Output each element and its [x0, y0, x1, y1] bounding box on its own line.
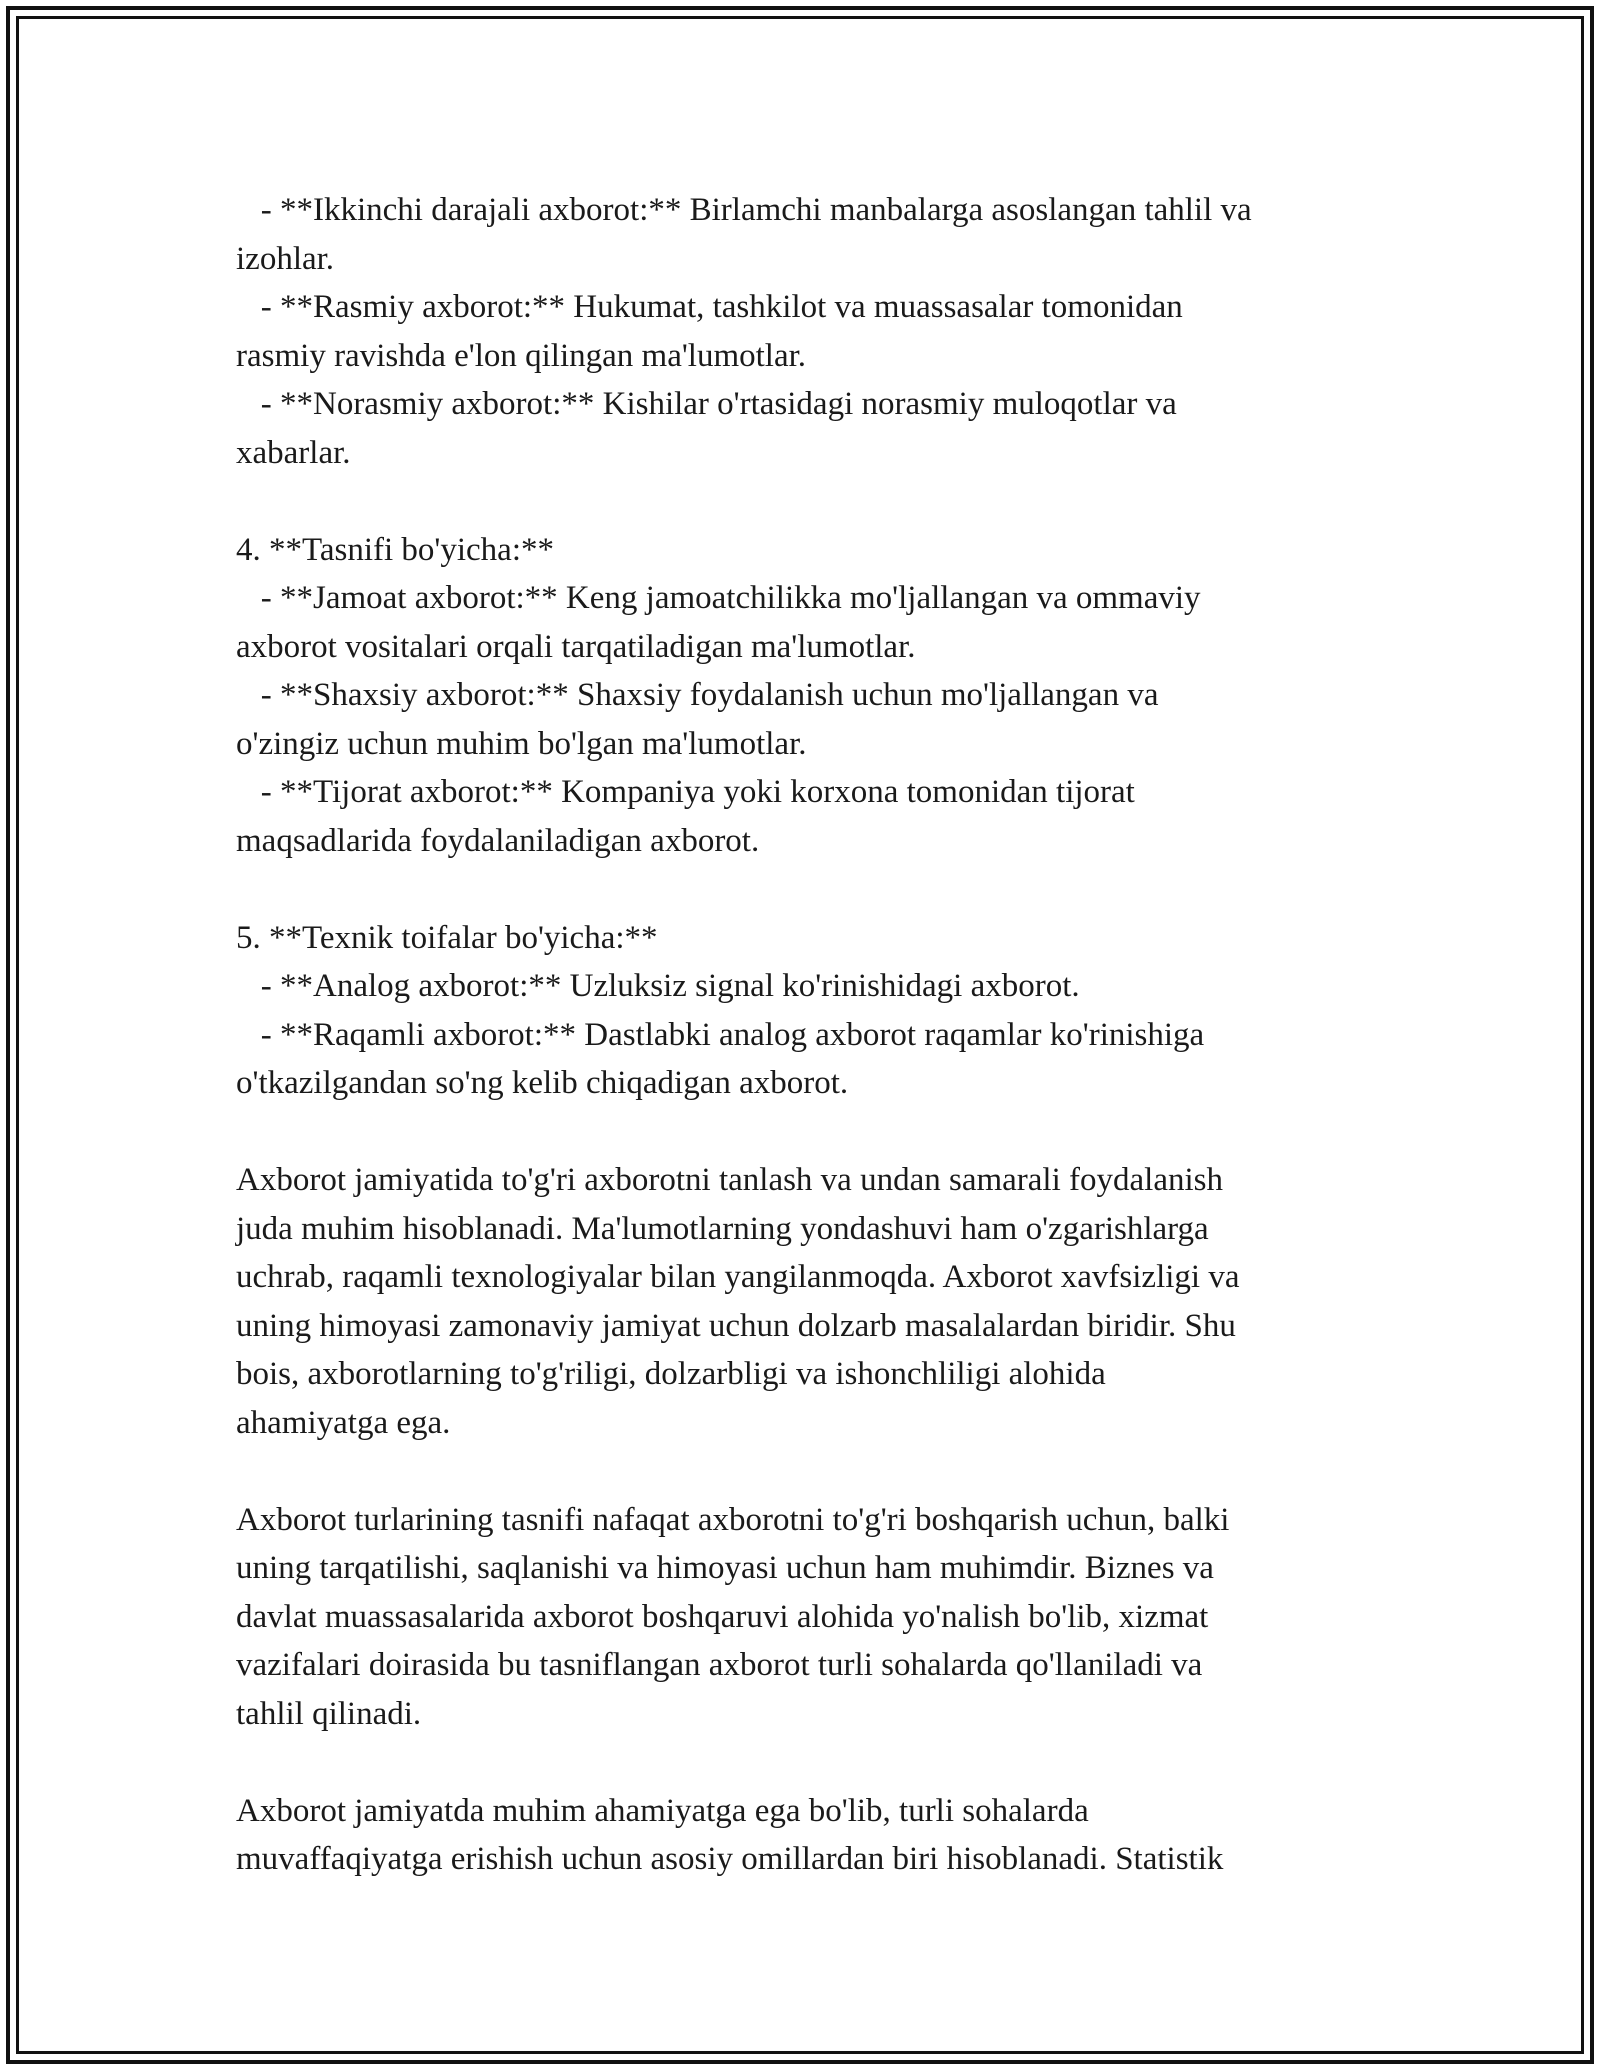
paragraph-line: Axborot turlarining tasnifi nafaqat axborotni to'g'ri boshqarish uchun, balki [236, 1501, 1230, 1538]
paragraph-line: vazifalari doirasida bu tasniflangan axborot turli sohalarda qo'llaniladi va [236, 1647, 1203, 1683]
text-line: xabarlar. [236, 434, 351, 471]
paragraph-line: davlat muassasalarida axborot boshqaruvi alohida yo'nalish bo'lib, xizmat [236, 1598, 1209, 1635]
text-line: maqsadlarida foydalaniladigan axborot. [236, 822, 760, 859]
section-heading: 4. **Tasnifi bo'yicha:** [236, 531, 554, 568]
paragraph-line: uchrab, raqamli texnologiyalar bilan yangilanmoqda. Axborot xavfsizligi va [236, 1259, 1240, 1295]
paragraph-line: ahamiyatga ega. [236, 1404, 451, 1441]
paragraph-line: bois, axborotlarning to'g'riligi, dolzarbligi va ishonchliligi alohida [236, 1356, 1106, 1392]
text-line: - **Tijorat axborot:** Kompaniya yoki korxona tomonidan tijorat [236, 774, 1135, 810]
text-line: - **Rasmiy axborot:** Hukumat, tashkilot va muassasalar tomonidan [236, 289, 1183, 325]
text-line: izohlar. [236, 240, 335, 277]
blank-line [236, 1447, 1366, 1496]
paragraph-line: Axborot jamiyatda muhim ahamiyatga ega bo'lib, turli sohalarda [236, 1792, 1089, 1829]
text-line: rasmiy ravishda e'lon qilingan ma'lumotlar. [236, 337, 807, 374]
text-line: - **Raqamli axborot:** Dastlabki analog axborot raqamlar ko'rinishiga [236, 1016, 1205, 1053]
paragraph-line: juda muhim hisoblanadi. Ma'lumotlarning yondashuvi ham o'zgarishlarga [236, 1210, 1209, 1247]
paragraph-line: uning tarqatilishi, saqlanishi va himoyasi uchun ham muhimdir. Biznes va [236, 1550, 1214, 1586]
text-line: - **Ikkinchi darajali axborot:** Birlamchi manbalarga asoslangan tahlil va [236, 192, 1252, 228]
paragraph-line: Axborot jamiyatida to'g'ri axborotni tanlash va undan samarali foydalanish [236, 1162, 1223, 1198]
text-line: - **Jamoat axborot:** Keng jamoatchilikka mo'ljallangan va ommaviy [236, 580, 1201, 616]
paragraph-line: tahlil qilinadi. [236, 1695, 422, 1732]
paragraph-line: muvaffaqiyatga erishish uchun asosiy omillardan biri hisoblanadi. Statistik [236, 1841, 1224, 1877]
text-line: - **Norasmiy axborot:** Kishilar o'rtasidagi norasmiy muloqotlar va [236, 386, 1177, 422]
blank-line [236, 865, 1366, 914]
text-line: o'tkazilgandan so'ng kelib chiqadigan axborot. [236, 1065, 849, 1101]
text-line: axborot vositalari orqali tarqatiladigan ma'lumotlar. [236, 628, 916, 665]
blank-line [236, 477, 1366, 526]
text-line: o'zingiz uchun muhim bo'lgan ma'lumotlar. [236, 725, 807, 762]
blank-line [236, 1738, 1366, 1787]
text-line: - **Shaxsiy axborot:** Shaxsiy foydalanish uchun mo'ljallangan va [236, 677, 1159, 713]
section-heading: 5. **Texnik toifalar bo'yicha:** [236, 919, 658, 956]
blank-line [236, 1108, 1366, 1157]
paragraph-line: uning himoyasi zamonaviy jamiyat uchun dolzarb masalalardan biridir. Shu [236, 1307, 1236, 1344]
document-body [236, 186, 1366, 1884]
text-line: - **Analog axborot:** Uzluksiz signal ko'rinishidagi axborot. [236, 968, 1080, 1004]
